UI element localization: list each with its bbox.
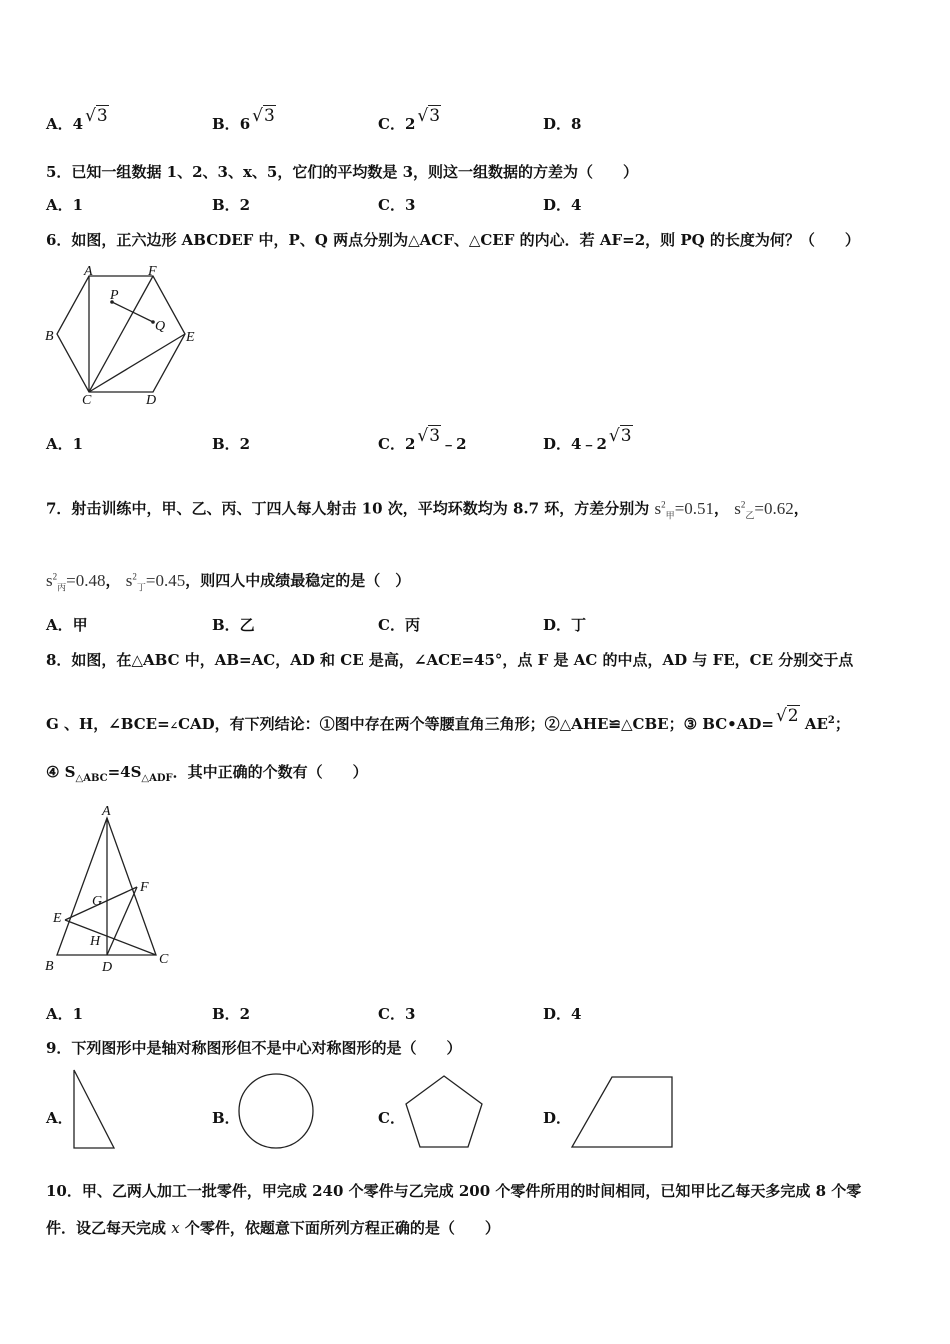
label-d: D	[146, 393, 157, 407]
sqrt-symbol: √3	[417, 106, 441, 126]
label-a: A	[102, 804, 111, 819]
label-g: G	[92, 894, 103, 909]
q5-stem: 5．已知一组数据 1、2、3、x、5，它们的平均数是 3，则这一组数据的方差为（ ）	[46, 163, 639, 181]
q6-option-c[interactable]: C．2 √3﹣2	[378, 426, 467, 453]
q8-triangle-figure	[40, 800, 180, 980]
q6-hexagon-figure	[40, 262, 205, 407]
q7-option-a[interactable]: A．甲	[46, 616, 88, 634]
q4-option-a[interactable]: A．4 √3	[46, 106, 108, 133]
segment-pq	[112, 302, 153, 322]
label-e: E	[53, 911, 62, 926]
variance-bing: $s^2_丙=0.48$	[46, 570, 106, 593]
q7-option-d[interactable]: D．丁	[543, 616, 587, 634]
q5-option-c[interactable]: C．3	[378, 196, 416, 214]
q8-stem-line1: 8．如图，在△ABC 中，AB=AC，AD 和 CE 是高，∠ACE=45°，点 F 是 AC 的中点，AD 与 FE，CE 分别交于点	[46, 651, 854, 669]
segment-ce	[89, 334, 185, 392]
segment-cf	[89, 276, 153, 392]
q8-stem-line2: G 、H，∠BCE=∠CAD，有下列结论：①图中存在两个等腰直角三角形；②△AHE≌△CBE；③ BC•AD= √2 $AE^2$；	[46, 706, 850, 733]
q9-option-d[interactable]: D．	[543, 1109, 572, 1127]
label-a: A	[84, 264, 93, 279]
label-b: B	[45, 959, 54, 974]
sqrt-symbol: √3	[252, 106, 275, 126]
q5-option-d[interactable]: D．4	[543, 196, 582, 214]
q9-stem: 9．下列图形中是轴对称图形但不是中心对称图形的是（ ）	[46, 1039, 462, 1057]
q10-stem-line1: 10．甲、乙两人加工一批零件，甲完成 240 个零件与乙完成 200 个零件所用的时间相同，已知甲比乙每天多完成 8 个零	[46, 1182, 862, 1200]
variance-jia: $s^2_甲=0.51$	[654, 498, 715, 521]
q9-trapezoid-figure	[568, 1074, 676, 1150]
q9-right-triangle-figure	[70, 1068, 118, 1152]
q8-stem-line3: ④ $S_{\triangle ABC}=4S_{\triangle ADF}$．其中正确的个数有（ ）	[46, 763, 368, 784]
variance-ding: $s^2_丁=0.45$	[125, 570, 186, 593]
label-e: E	[186, 330, 195, 345]
label-d: D	[102, 960, 113, 975]
q4-option-d[interactable]: D．8	[543, 115, 582, 133]
q5-option-b[interactable]: B．2	[212, 196, 251, 214]
q7-stem: 7．射击训练中，甲、乙、丙、丁四人每人射击 10 次，平均环数均为 8.7 环，方差分别为 $s^2_甲=0.51$， $s^2_乙=0.62$，	[46, 498, 809, 521]
q7-option-b[interactable]: B．乙	[212, 616, 255, 634]
q6-option-d[interactable]: D．4﹣2 √3	[543, 426, 632, 453]
sqrt-symbol: √3	[608, 426, 632, 446]
segment-ce	[65, 920, 156, 955]
sqrt-symbol: √3	[85, 106, 108, 126]
q4-option-b[interactable]: B．6 √3	[212, 106, 275, 133]
q9-pentagon-figure	[402, 1072, 486, 1150]
variance-yi: $s^2_乙=0.62$	[734, 498, 794, 521]
q7-stem-line2: $s^2_丙=0.48$， $s^2_丁=0.45$，则四人中成绩最稳定的是（ ）	[46, 570, 411, 593]
q4-option-c[interactable]: C．2 √3	[378, 106, 441, 133]
q8-option-a[interactable]: A．1	[46, 1005, 84, 1023]
label-c: C	[82, 393, 92, 407]
label-h: H	[90, 934, 101, 949]
q6-option-a[interactable]: A．1	[46, 435, 84, 453]
label-p: P	[110, 288, 119, 303]
label-q: Q	[155, 319, 166, 334]
sqrt-symbol: √2	[775, 706, 799, 726]
label-c: C	[159, 952, 169, 967]
q9-option-c[interactable]: C．	[378, 1109, 405, 1127]
sqrt-symbol: √3	[417, 426, 441, 446]
q10-stem-line2: 件．设乙每天完成 x 个零件，依题意下面所列方程正确的是（ ）	[46, 1219, 500, 1237]
label-b: B	[45, 329, 54, 344]
q8-option-d[interactable]: D．4	[543, 1005, 582, 1023]
q7-option-c[interactable]: C．丙	[378, 616, 420, 634]
q9-circle-figure	[236, 1072, 316, 1152]
q5-option-a[interactable]: A．1	[46, 196, 84, 214]
q8-option-c[interactable]: C．3	[378, 1005, 416, 1023]
label-f: F	[148, 264, 157, 279]
q6-stem: 6．如图，正六边形 ABCDEF 中，P、Q 两点分别为△ACF、△CEF 的内心．若 AF=2，则 PQ 的长度为何？（ ）	[46, 231, 860, 249]
q8-option-b[interactable]: B．2	[212, 1005, 251, 1023]
q9-option-b[interactable]: B．	[212, 1109, 240, 1127]
label-f: F	[140, 880, 149, 895]
segment-fd	[107, 887, 137, 955]
q9-option-a[interactable]: A．	[46, 1109, 73, 1127]
q6-option-b[interactable]: B．2	[212, 435, 251, 453]
